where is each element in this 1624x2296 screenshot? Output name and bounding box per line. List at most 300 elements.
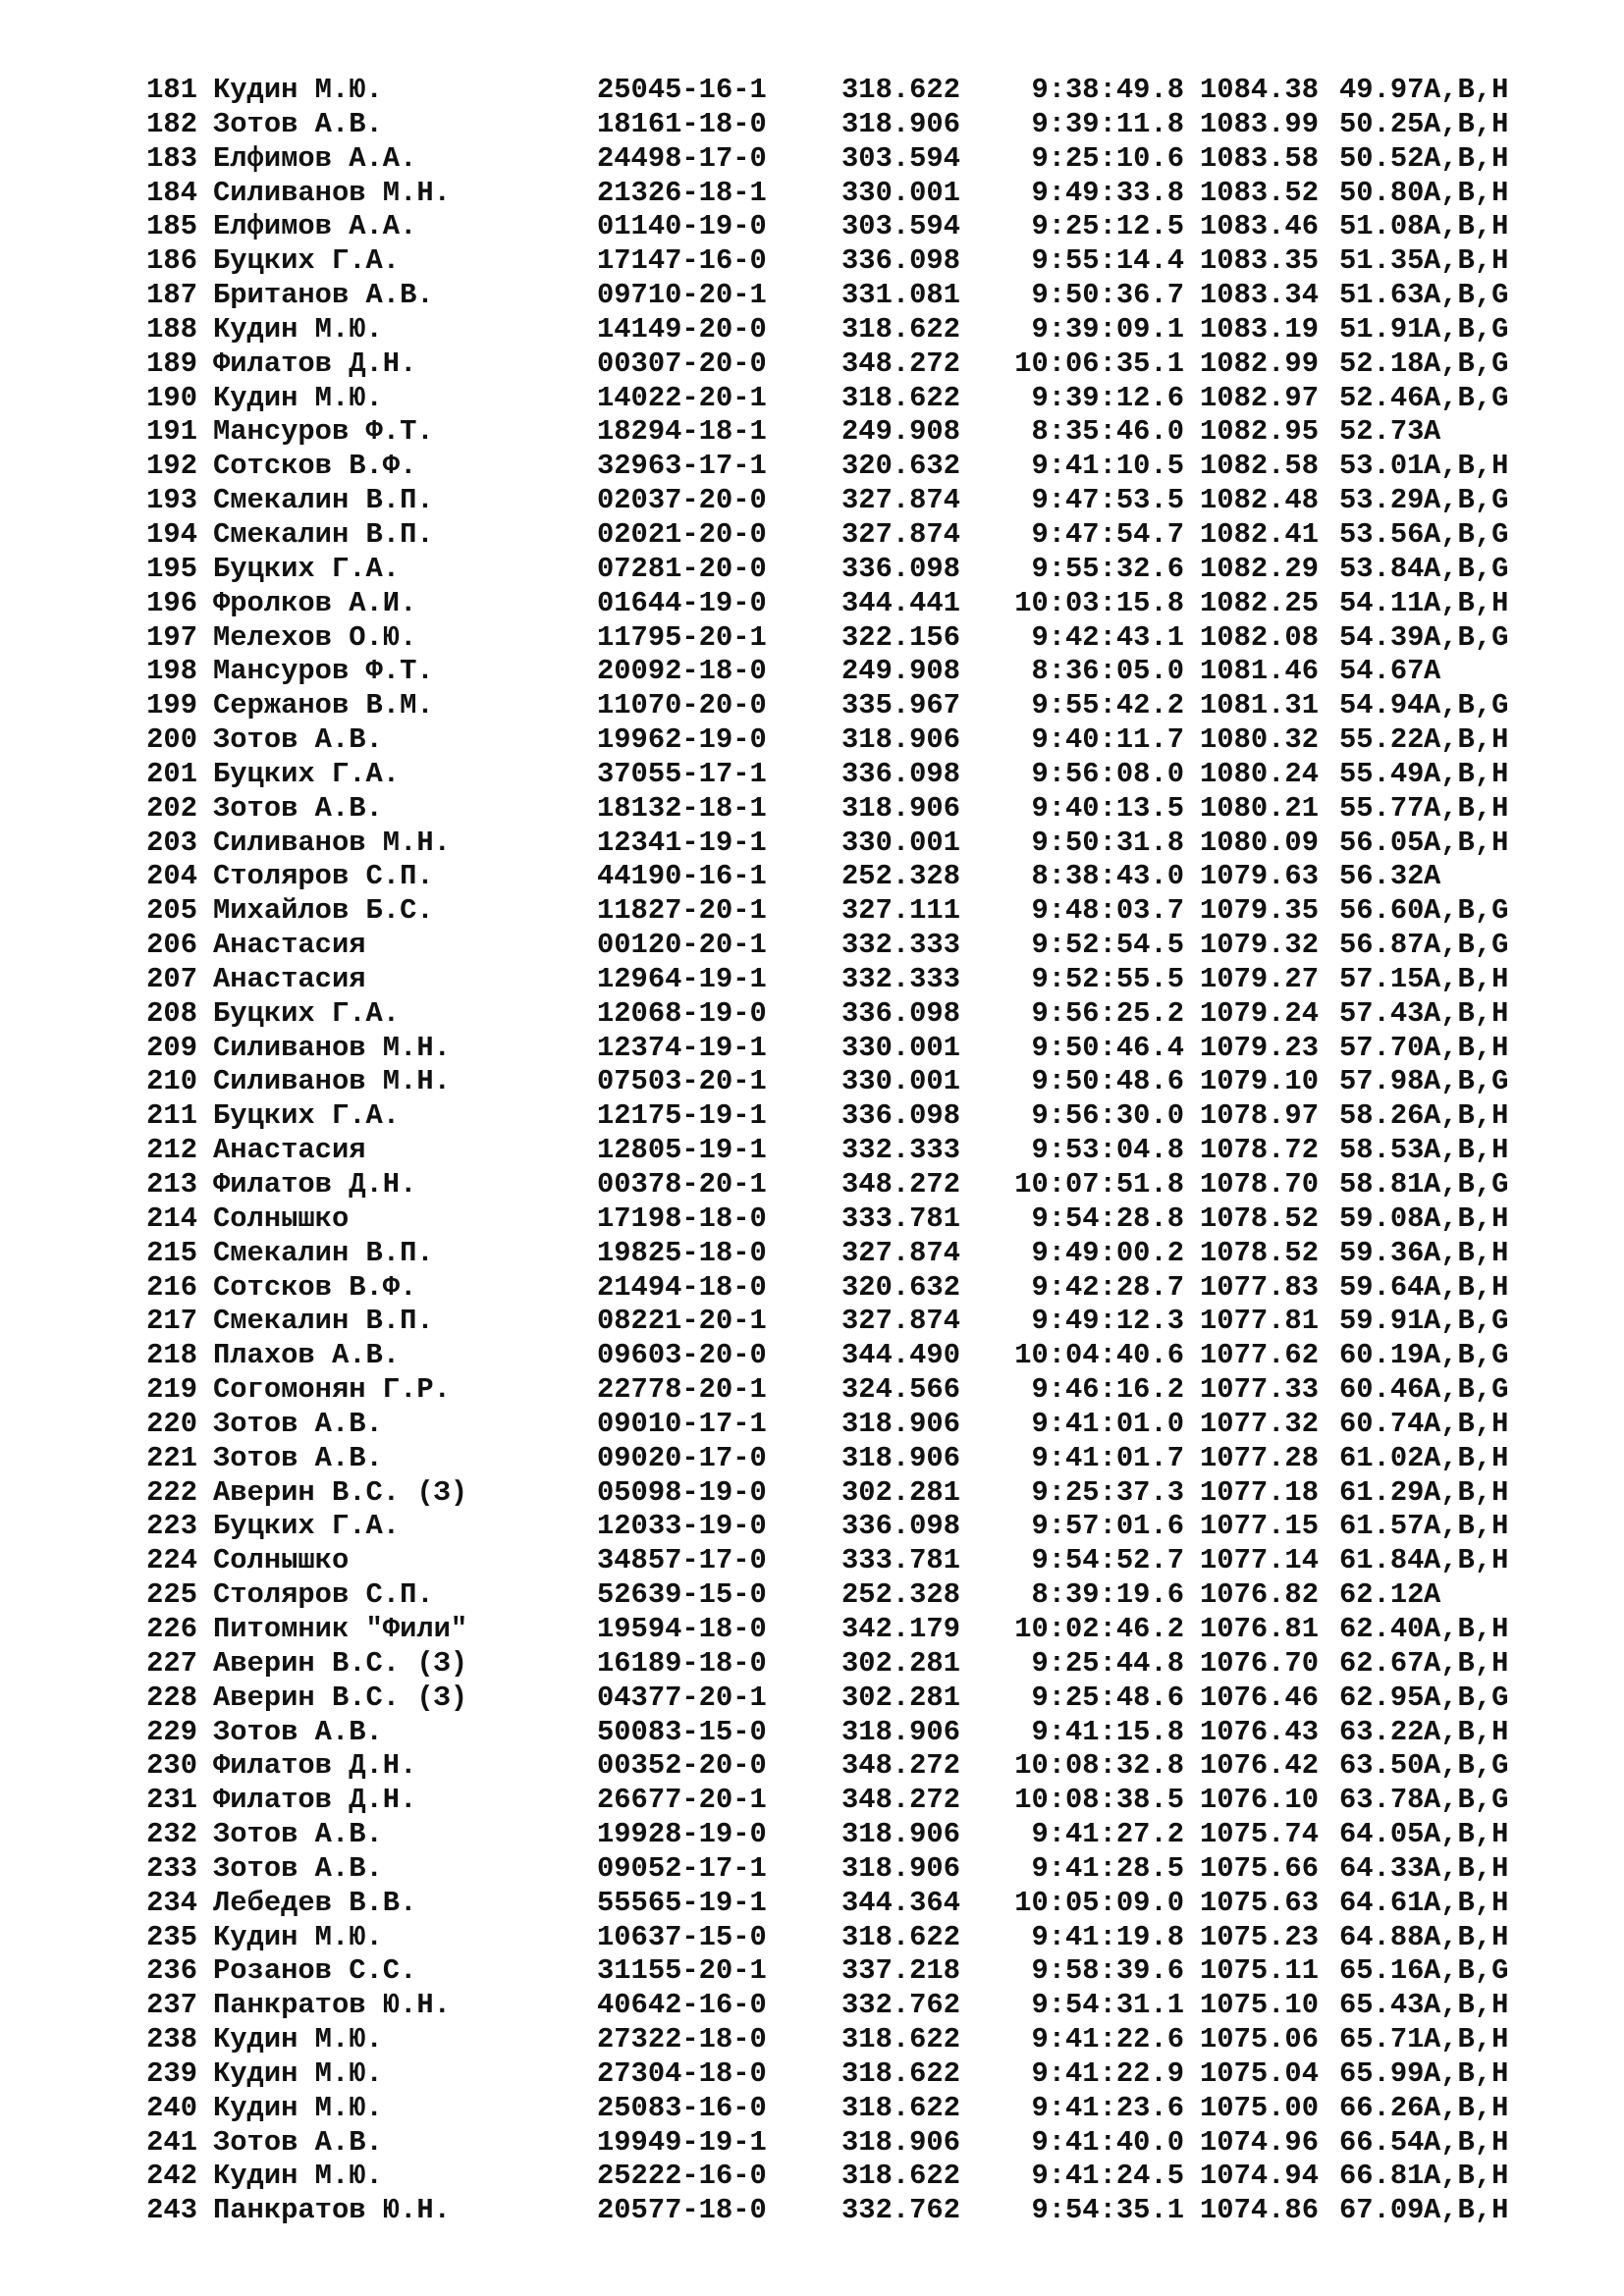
speed-cell: 1078.72	[1200, 1134, 1319, 1167]
categories-cell: A,B,H	[1424, 1031, 1509, 1064]
place-cell: 191	[146, 415, 197, 449]
arrival-time-cell: 9:54:35.1	[1031, 2194, 1184, 2227]
categories-cell: A,B,H	[1424, 1989, 1509, 2022]
table-row	[143, 1784, 1557, 1818]
place-cell: 201	[146, 757, 197, 790]
speed-cell: 1083.46	[1200, 210, 1319, 243]
distance-cell: 318.622	[841, 74, 960, 106]
table-row	[143, 1989, 1557, 2023]
place-cell: 226	[146, 1612, 197, 1645]
place-cell: 209	[146, 1031, 197, 1064]
speed-cell: 1075.10	[1200, 1989, 1319, 2022]
categories-cell: A,B,H	[1424, 1407, 1509, 1440]
ring-number-cell: 17147-16-0	[597, 244, 767, 278]
categories-cell: A,B,G	[1424, 1784, 1509, 1817]
distance-cell: 327.874	[841, 517, 960, 551]
ring-number-cell: 21494-18-0	[597, 1270, 767, 1304]
table-row	[143, 758, 1557, 792]
fancier-name-cell: Анастасия	[213, 962, 366, 995]
place-cell: 192	[146, 450, 197, 483]
arrival-time-cell: 9:48:03.7	[1031, 894, 1184, 928]
arrival-time-cell: 9:52:55.5	[1031, 962, 1184, 995]
categories-cell: A,B,H	[1424, 1886, 1509, 1919]
ring-number-cell: 09052-17-1	[597, 1851, 767, 1885]
place-cell: 213	[146, 1168, 197, 1201]
table-row	[143, 2126, 1557, 2161]
place-cell: 205	[146, 894, 197, 928]
speed-cell: 1075.06	[1200, 2023, 1319, 2056]
table-row	[143, 244, 1557, 279]
table-row	[143, 997, 1557, 1032]
coefficient-cell: 62.12	[1339, 1578, 1425, 1612]
coefficient-cell: 58.26	[1339, 1099, 1425, 1133]
fancier-name-cell: Розанов С.С.	[213, 1954, 417, 1988]
arrival-time-cell: 10:08:38.5	[1014, 1784, 1184, 1817]
distance-cell: 320.632	[841, 1270, 960, 1304]
table-row	[143, 827, 1557, 861]
ring-number-cell: 12341-19-1	[597, 826, 767, 859]
speed-cell: 1075.11	[1200, 1954, 1319, 1988]
arrival-time-cell: 9:52:54.5	[1031, 929, 1184, 962]
arrival-time-cell: 9:41:22.6	[1031, 2023, 1184, 2056]
place-cell: 223	[146, 1510, 197, 1543]
place-cell: 198	[146, 655, 197, 688]
ring-number-cell: 37055-17-1	[597, 757, 767, 790]
speed-cell: 1083.58	[1200, 141, 1319, 175]
ring-number-cell: 27304-18-0	[597, 2056, 767, 2090]
coefficient-cell: 50.80	[1339, 176, 1425, 209]
place-cell: 237	[146, 1989, 197, 2022]
coefficient-cell: 63.22	[1339, 1715, 1425, 1748]
distance-cell: 333.781	[841, 1201, 960, 1235]
categories-cell: A,B,G	[1424, 312, 1509, 346]
categories-cell: A,B,H	[1424, 1612, 1509, 1645]
ring-number-cell: 25045-16-1	[597, 74, 767, 106]
table-row	[143, 655, 1557, 689]
speed-cell: 1080.09	[1200, 826, 1319, 859]
ring-number-cell: 07503-20-1	[597, 1065, 767, 1098]
speed-cell: 1082.58	[1200, 450, 1319, 483]
arrival-time-cell: 9:55:32.6	[1031, 552, 1184, 585]
table-row	[143, 1271, 1557, 1306]
table-row	[143, 1305, 1557, 1339]
arrival-time-cell: 9:39:11.8	[1031, 107, 1184, 140]
arrival-time-cell: 9:25:10.6	[1031, 141, 1184, 175]
distance-cell: 337.218	[841, 1954, 960, 1988]
speed-cell: 1082.99	[1200, 347, 1319, 380]
fancier-name-cell: Панкратов Ю.Н.	[213, 1989, 451, 2022]
fancier-name-cell: Смекалин В.П.	[213, 1305, 434, 1338]
arrival-time-cell: 9:25:48.6	[1031, 1681, 1184, 1714]
results-table	[143, 74, 1557, 2228]
arrival-time-cell: 9:39:09.1	[1031, 312, 1184, 346]
table-row	[143, 1339, 1557, 1373]
distance-cell: 252.328	[841, 860, 960, 893]
distance-cell: 249.908	[841, 415, 960, 449]
distance-cell: 348.272	[841, 1784, 960, 1817]
coefficient-cell: 58.53	[1339, 1134, 1425, 1167]
categories-cell: A,B,G	[1424, 517, 1509, 551]
arrival-time-cell: 9:50:48.6	[1031, 1065, 1184, 1098]
place-cell: 236	[146, 1954, 197, 1988]
ring-number-cell: 20577-18-0	[597, 2194, 767, 2227]
arrival-time-cell: 8:35:46.0	[1031, 415, 1184, 449]
fancier-name-cell: Зотов А.В.	[213, 107, 383, 140]
speed-cell: 1075.23	[1200, 1920, 1319, 1953]
distance-cell: 318.906	[841, 1441, 960, 1474]
coefficient-cell: 66.81	[1339, 2160, 1425, 2193]
arrival-time-cell: 9:41:28.5	[1031, 1851, 1184, 1885]
place-cell: 238	[146, 2023, 197, 2056]
place-cell: 197	[146, 620, 197, 654]
ring-number-cell: 12068-19-0	[597, 996, 767, 1030]
speed-cell: 1083.19	[1200, 312, 1319, 346]
coefficient-cell: 62.67	[1339, 1646, 1425, 1680]
coefficient-cell: 57.98	[1339, 1065, 1425, 1098]
table-row	[143, 142, 1557, 177]
fancier-name-cell: Буцких Г.А.	[213, 996, 401, 1030]
speed-cell: 1079.23	[1200, 1031, 1319, 1064]
ring-number-cell: 17198-18-0	[597, 1201, 767, 1235]
table-row	[143, 963, 1557, 997]
place-cell: 227	[146, 1646, 197, 1680]
fancier-name-cell: Лебедев В.В.	[213, 1886, 417, 1919]
distance-cell: 324.566	[841, 1373, 960, 1407]
distance-cell: 327.874	[841, 1236, 960, 1269]
categories-cell: A,B,H	[1424, 1715, 1509, 1748]
distance-cell: 303.594	[841, 141, 960, 175]
table-row	[143, 1237, 1557, 1271]
speed-cell: 1074.94	[1200, 2160, 1319, 2193]
arrival-time-cell: 9:41:27.2	[1031, 1818, 1184, 1851]
categories-cell: A,B,G	[1424, 689, 1509, 722]
categories-cell: A,B,H	[1424, 2023, 1509, 2056]
categories-cell: A,B,G	[1424, 1373, 1509, 1407]
categories-cell: A,B,H	[1424, 2091, 1509, 2124]
categories-cell: A,B,H	[1424, 2125, 1509, 2159]
ring-number-cell: 44190-16-1	[597, 860, 767, 893]
speed-cell: 1076.81	[1200, 1612, 1319, 1645]
distance-cell: 318.906	[841, 723, 960, 757]
table-row	[143, 382, 1557, 416]
ring-number-cell: 22778-20-1	[597, 1373, 767, 1407]
arrival-time-cell: 9:40:11.7	[1031, 723, 1184, 757]
arrival-time-cell: 9:50:36.7	[1031, 279, 1184, 312]
distance-cell: 302.281	[841, 1681, 960, 1714]
ring-number-cell: 09010-17-1	[597, 1407, 767, 1440]
arrival-time-cell: 9:25:12.5	[1031, 210, 1184, 243]
speed-cell: 1084.38	[1200, 74, 1319, 106]
distance-cell: 318.906	[841, 791, 960, 825]
table-row	[143, 621, 1557, 656]
distance-cell: 322.156	[841, 620, 960, 654]
ring-number-cell: 12964-19-1	[597, 962, 767, 995]
speed-cell: 1078.52	[1200, 1201, 1319, 1235]
arrival-time-cell: 9:49:12.3	[1031, 1305, 1184, 1338]
speed-cell: 1081.31	[1200, 689, 1319, 722]
table-row	[143, 347, 1557, 382]
speed-cell: 1078.97	[1200, 1099, 1319, 1133]
table-row	[143, 279, 1557, 313]
place-cell: 187	[146, 279, 197, 312]
table-row	[143, 1613, 1557, 1647]
categories-cell: A,B,H	[1424, 962, 1509, 995]
fancier-name-cell: Филатов Д.Н.	[213, 1749, 417, 1783]
fancier-name-cell: Кудин М.Ю.	[213, 381, 383, 414]
place-cell: 229	[146, 1715, 197, 1748]
table-row	[143, 1682, 1557, 1716]
arrival-time-cell: 9:50:46.4	[1031, 1031, 1184, 1064]
arrival-time-cell: 9:47:53.5	[1031, 484, 1184, 517]
ring-number-cell: 24498-17-0	[597, 141, 767, 175]
fancier-name-cell: Зотов А.В.	[213, 2125, 383, 2159]
place-cell: 232	[146, 1818, 197, 1851]
coefficient-cell: 61.02	[1339, 1441, 1425, 1474]
fancier-name-cell: Зотов А.В.	[213, 1715, 383, 1748]
speed-cell: 1075.66	[1200, 1851, 1319, 1885]
speed-cell: 1079.24	[1200, 996, 1319, 1030]
speed-cell: 1079.63	[1200, 860, 1319, 893]
arrival-time-cell: 8:39:19.6	[1031, 1578, 1184, 1612]
fancier-name-cell: Солнышко	[213, 1544, 350, 1577]
fancier-name-cell: Мансуров Ф.Т.	[213, 415, 434, 449]
speed-cell: 1083.34	[1200, 279, 1319, 312]
ring-number-cell: 12175-19-1	[597, 1099, 767, 1133]
speed-cell: 1077.28	[1200, 1441, 1319, 1474]
speed-cell: 1075.63	[1200, 1886, 1319, 1919]
table-row	[143, 108, 1557, 142]
coefficient-cell: 65.99	[1339, 2056, 1425, 2090]
arrival-time-cell: 10:05:09.0	[1014, 1886, 1184, 1919]
distance-cell: 330.001	[841, 1065, 960, 1098]
arrival-time-cell: 10:06:35.1	[1014, 347, 1184, 380]
speed-cell: 1076.43	[1200, 1715, 1319, 1748]
fancier-name-cell: Питомник "Фили"	[213, 1612, 468, 1645]
table-row	[143, 1099, 1557, 1134]
ring-number-cell: 09710-20-1	[597, 279, 767, 312]
categories-cell: A,B,H	[1424, 791, 1509, 825]
categories-cell: A,B,H	[1424, 450, 1509, 483]
fancier-name-cell: Силиванов М.Н.	[213, 1065, 451, 1098]
coefficient-cell: 61.84	[1339, 1544, 1425, 1577]
table-row	[143, 2057, 1557, 2092]
categories-cell: A,B,H	[1424, 2056, 1509, 2090]
arrival-time-cell: 9:25:44.8	[1031, 1646, 1184, 1680]
categories-cell: A,B,G	[1424, 1339, 1509, 1372]
speed-cell: 1077.83	[1200, 1270, 1319, 1304]
coefficient-cell: 66.54	[1339, 2125, 1425, 2159]
distance-cell: 318.622	[841, 2091, 960, 2124]
coefficient-cell: 51.91	[1339, 312, 1425, 346]
ring-number-cell: 19949-19-1	[597, 2125, 767, 2159]
place-cell: 185	[146, 210, 197, 243]
coefficient-cell: 51.08	[1339, 210, 1425, 243]
fancier-name-cell: Буцких Г.А.	[213, 757, 401, 790]
coefficient-cell: 64.33	[1339, 1851, 1425, 1885]
fancier-name-cell: Мелехов О.Ю.	[213, 620, 417, 654]
speed-cell: 1082.95	[1200, 415, 1319, 449]
coefficient-cell: 64.88	[1339, 1920, 1425, 1953]
fancier-name-cell: Силиванов М.Н.	[213, 826, 451, 859]
categories-cell: A,B,H	[1424, 1236, 1509, 1269]
coefficient-cell: 60.19	[1339, 1339, 1425, 1372]
distance-cell: 330.001	[841, 176, 960, 209]
table-row	[143, 1921, 1557, 1955]
ring-number-cell: 00378-20-1	[597, 1168, 767, 1201]
ring-number-cell: 00307-20-0	[597, 347, 767, 380]
ring-number-cell: 11795-20-1	[597, 620, 767, 654]
ring-number-cell: 11070-20-0	[597, 689, 767, 722]
table-row	[143, 1544, 1557, 1578]
table-row	[143, 894, 1557, 929]
categories-cell: A,B,G	[1424, 279, 1509, 312]
speed-cell: 1076.10	[1200, 1784, 1319, 1817]
arrival-time-cell: 10:07:51.8	[1014, 1168, 1184, 1201]
fancier-name-cell: Столяров С.П.	[213, 860, 434, 893]
arrival-time-cell: 9:50:31.8	[1031, 826, 1184, 859]
fancier-name-cell: Британов А.В.	[213, 279, 434, 312]
distance-cell: 318.906	[841, 1818, 960, 1851]
place-cell: 222	[146, 1475, 197, 1509]
table-row	[143, 1168, 1557, 1202]
fancier-name-cell: Солнышко	[213, 1201, 350, 1235]
place-cell: 221	[146, 1441, 197, 1474]
table-row	[143, 553, 1557, 587]
place-cell: 218	[146, 1339, 197, 1372]
coefficient-cell: 49.97	[1339, 74, 1425, 106]
ring-number-cell: 21326-18-1	[597, 176, 767, 209]
distance-cell: 320.632	[841, 450, 960, 483]
speed-cell: 1075.00	[1200, 2091, 1319, 2124]
place-cell: 217	[146, 1305, 197, 1338]
coefficient-cell: 60.74	[1339, 1407, 1425, 1440]
table-row	[143, 689, 1557, 723]
distance-cell: 318.622	[841, 381, 960, 414]
speed-cell: 1077.14	[1200, 1544, 1319, 1577]
distance-cell: 318.622	[841, 2023, 960, 2056]
table-row	[143, 1749, 1557, 1784]
speed-cell: 1079.32	[1200, 929, 1319, 962]
distance-cell: 303.594	[841, 210, 960, 243]
ring-number-cell: 08221-20-1	[597, 1305, 767, 1338]
coefficient-cell: 64.61	[1339, 1886, 1425, 1919]
table-row	[143, 587, 1557, 621]
coefficient-cell: 53.56	[1339, 517, 1425, 551]
distance-cell: 332.333	[841, 962, 960, 995]
arrival-time-cell: 9:55:14.4	[1031, 244, 1184, 278]
fancier-name-cell: Анастасия	[213, 1134, 366, 1167]
categories-cell: A,B,H	[1424, 996, 1509, 1030]
coefficient-cell: 52.73	[1339, 415, 1425, 449]
arrival-time-cell: 9:53:04.8	[1031, 1134, 1184, 1167]
categories-cell: A,B,H	[1424, 107, 1509, 140]
fancier-name-cell: Буцких Г.А.	[213, 1510, 401, 1543]
place-cell: 208	[146, 996, 197, 1030]
arrival-time-cell: 9:57:01.6	[1031, 1510, 1184, 1543]
coefficient-cell: 61.57	[1339, 1510, 1425, 1543]
fancier-name-cell: Анастасия	[213, 929, 366, 962]
coefficient-cell: 53.01	[1339, 450, 1425, 483]
ring-number-cell: 25083-16-0	[597, 2091, 767, 2124]
categories-cell: A,B,H	[1424, 757, 1509, 790]
table-row	[143, 1647, 1557, 1682]
coefficient-cell: 64.05	[1339, 1818, 1425, 1851]
arrival-time-cell: 9:41:15.8	[1031, 1715, 1184, 1748]
place-cell: 188	[146, 312, 197, 346]
coefficient-cell: 59.91	[1339, 1305, 1425, 1338]
coefficient-cell: 54.94	[1339, 689, 1425, 722]
table-row	[143, 1818, 1557, 1852]
place-cell: 210	[146, 1065, 197, 1098]
speed-cell: 1077.32	[1200, 1407, 1319, 1440]
arrival-time-cell: 9:41:23.6	[1031, 2091, 1184, 2124]
speed-cell: 1082.25	[1200, 586, 1319, 619]
fancier-name-cell: Кудин М.Ю.	[213, 2160, 383, 2193]
arrival-time-cell: 9:49:33.8	[1031, 176, 1184, 209]
arrival-time-cell: 9:58:39.6	[1031, 1954, 1184, 1988]
speed-cell: 1078.70	[1200, 1168, 1319, 1201]
distance-cell: 344.364	[841, 1886, 960, 1919]
place-cell: 199	[146, 689, 197, 722]
coefficient-cell: 50.25	[1339, 107, 1425, 140]
table-row	[143, 1476, 1557, 1511]
table-row	[143, 1442, 1557, 1476]
distance-cell: 302.281	[841, 1646, 960, 1680]
place-cell: 215	[146, 1236, 197, 1269]
categories-cell: A,B,H	[1424, 1201, 1509, 1235]
ring-number-cell: 11827-20-1	[597, 894, 767, 928]
speed-cell: 1074.96	[1200, 2125, 1319, 2159]
coefficient-cell: 54.67	[1339, 655, 1425, 688]
categories-cell: A,B,H	[1424, 826, 1509, 859]
coefficient-cell: 59.08	[1339, 1201, 1425, 1235]
coefficient-cell: 62.95	[1339, 1681, 1425, 1714]
table-row	[143, 415, 1557, 450]
coefficient-cell: 54.11	[1339, 586, 1425, 619]
place-cell: 231	[146, 1784, 197, 1817]
ring-number-cell: 09020-17-0	[597, 1441, 767, 1474]
place-cell: 212	[146, 1134, 197, 1167]
distance-cell: 318.906	[841, 1851, 960, 1885]
table-row	[143, 484, 1557, 518]
coefficient-cell: 55.49	[1339, 757, 1425, 790]
place-cell: 219	[146, 1373, 197, 1407]
place-cell: 190	[146, 381, 197, 414]
arrival-time-cell: 9:54:28.8	[1031, 1201, 1184, 1235]
coefficient-cell: 52.18	[1339, 347, 1425, 380]
distance-cell: 336.098	[841, 996, 960, 1030]
speed-cell: 1082.41	[1200, 517, 1319, 551]
categories-cell: A	[1424, 655, 1441, 688]
categories-cell: A,B,H	[1424, 1099, 1509, 1133]
place-cell: 181	[146, 74, 197, 106]
table-row	[143, 2194, 1557, 2228]
arrival-time-cell: 9:41:19.8	[1031, 1920, 1184, 1953]
place-cell: 195	[146, 552, 197, 585]
distance-cell: 318.906	[841, 1407, 960, 1440]
table-row	[143, 1408, 1557, 1442]
speed-cell: 1078.52	[1200, 1236, 1319, 1269]
speed-cell: 1081.46	[1200, 655, 1319, 688]
categories-cell: A,B,H	[1424, 1134, 1509, 1167]
place-cell: 182	[146, 107, 197, 140]
categories-cell: A,B,H	[1424, 1441, 1509, 1474]
coefficient-cell: 56.05	[1339, 826, 1425, 859]
place-cell: 203	[146, 826, 197, 859]
ring-number-cell: 52639-15-0	[597, 1578, 767, 1612]
fancier-name-cell: Кудин М.Ю.	[213, 2091, 383, 2124]
speed-cell: 1075.04	[1200, 2056, 1319, 2090]
